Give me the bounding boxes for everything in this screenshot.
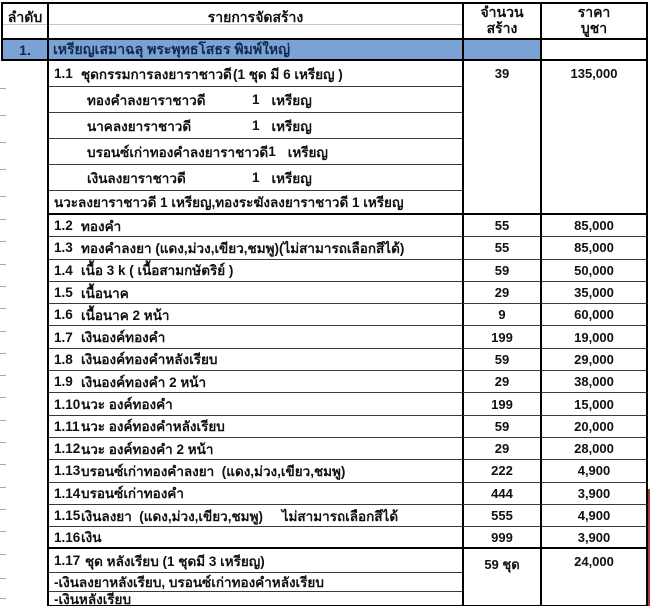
row-name: เงินลงยา (แดง,ม่วง,เขียว,ชมพู) ไม่สามารถเลือกสีได้ — [81, 508, 399, 524]
row-name: เงินองค์ทองคำ 2 หน้า — [81, 374, 207, 390]
section-qty-cell — [462, 40, 540, 61]
section-title: เหรียญเสมาฉลุ พระพุทธโสธร พิมพ์ใหญ่ — [47, 40, 462, 61]
gridline-tick — [0, 331, 6, 332]
set-item-unit: เหรียญ — [271, 92, 312, 108]
table-row — [1, 483, 648, 505]
set-item-row — [49, 87, 462, 113]
row-name: เนื้อนาค — [81, 285, 129, 301]
row-number: 1.10 — [54, 396, 81, 412]
gutter-cell — [1, 371, 47, 393]
gutter-cell — [1, 393, 47, 415]
gridline-tick — [0, 142, 6, 143]
set-item-qty: 1 — [252, 118, 260, 133]
gutter-cell — [1, 549, 47, 606]
set-item-unit: เหรียญ — [287, 144, 328, 160]
gutter-cell — [1, 237, 47, 259]
row-qty: 199 — [462, 393, 540, 415]
gutter-cell — [1, 282, 47, 304]
back-plain-set-price: 24,000 — [540, 549, 648, 606]
row-number: 1.1 — [54, 66, 73, 81]
gutter-cell — [1, 260, 47, 282]
gridline-tick — [0, 578, 6, 579]
header-col-item — [47, 2, 462, 40]
row-price: 35,000 — [540, 282, 648, 304]
header-col-qty — [462, 2, 540, 40]
back-plain-set-band — [1, 549, 648, 606]
gutter-cell — [1, 61, 47, 215]
row-price: 29,000 — [540, 349, 648, 371]
gutter-cell — [1, 349, 47, 371]
row-number: 1.17 — [54, 553, 81, 569]
committee-set-price: 135,000 — [540, 61, 648, 215]
set-item-row — [49, 139, 462, 165]
row-price: 50,000 — [540, 260, 648, 282]
set-item-row — [49, 165, 462, 191]
header-col-item-label: รายการจัดสร้าง — [207, 9, 304, 25]
gridline-tick — [0, 241, 6, 242]
row-item-cell — [47, 260, 462, 282]
row-detail: (1 ชุด มี 6 เหรียญ ) — [233, 66, 343, 82]
row-qty: 222 — [462, 460, 540, 482]
row-price: 85,000 — [540, 215, 648, 237]
back-plain-note-row: -เงินหลังเรียบ — [54, 591, 132, 606]
row-name: ชุดกรรมการลงยาราชาวดี — [81, 66, 232, 82]
row-number: 1.14 — [54, 485, 81, 501]
row-item-cell — [47, 393, 462, 415]
committee-set-items — [47, 61, 462, 215]
row-qty: 999 — [462, 527, 540, 549]
row-price: 4,900 — [540, 505, 648, 527]
row-name: นวะ องค์ทองคำหลังเรียบ — [81, 419, 225, 435]
row-item-cell — [47, 483, 462, 505]
set-item-qty: 1 — [268, 144, 276, 159]
gridline-tick — [0, 196, 6, 197]
row-price: 28,000 — [540, 438, 648, 460]
back-plain-set-items — [47, 549, 462, 606]
set-item-qty: 1 — [252, 170, 260, 185]
row-item-cell — [47, 304, 462, 326]
gridline-tick — [0, 464, 6, 465]
section-row — [1, 40, 648, 61]
gridline-tick — [0, 286, 6, 287]
row-item-cell — [47, 416, 462, 438]
row-price: 19,000 — [540, 326, 648, 348]
gridline-tick — [0, 420, 6, 421]
row-name: นวะ องค์ทองคำ 2 หน้า — [81, 441, 214, 457]
row-item-cell — [47, 349, 462, 371]
header-col-price — [540, 2, 648, 40]
table-row — [1, 505, 648, 527]
row-qty: 199 — [462, 326, 540, 348]
table-row — [1, 393, 648, 415]
set-item-name: ทองคำลงยาราชาวดี — [87, 92, 206, 108]
gridline-tick — [0, 375, 6, 376]
gutter-cell — [1, 460, 47, 482]
table-row — [1, 438, 648, 460]
row-number: 1.8 — [54, 351, 73, 367]
row-price: 60,000 — [540, 304, 648, 326]
row-number: 1.11 — [54, 418, 80, 434]
row-name: บรอนซ์เก่าทองคำ — [81, 486, 184, 502]
row-qty: 59 — [462, 349, 540, 371]
table-header — [1, 2, 648, 40]
row-name: เงินองค์ทองคำหลังเรียบ — [81, 352, 218, 368]
gutter-cell — [1, 215, 47, 237]
row-qty: 59 — [462, 416, 540, 438]
row-name: เงิน — [81, 530, 102, 546]
header-qty-line2: สร้าง — [486, 20, 518, 36]
gutter-cell — [1, 416, 47, 438]
gutter-cell — [1, 326, 47, 348]
gutter-cell — [1, 527, 47, 549]
committee-set-qty: 39 — [462, 61, 540, 215]
gridline-tick — [0, 353, 6, 354]
row-qty: 29 — [462, 438, 540, 460]
row-item-cell — [47, 438, 462, 460]
row-number: 1.16 — [54, 529, 81, 545]
row-number: 1.5 — [54, 285, 73, 301]
row-number: 1.12 — [54, 441, 81, 457]
table-row — [1, 416, 648, 438]
header-price-line2: บูชา — [580, 20, 608, 36]
set-item-qty: 1 — [252, 92, 260, 107]
row-item-cell — [47, 460, 462, 482]
gridline-tick — [0, 219, 6, 220]
gridline-tick — [0, 442, 6, 443]
committee-set-row — [49, 61, 462, 87]
row-qty: 29 — [462, 371, 540, 393]
row-price: 85,000 — [540, 237, 648, 259]
row-number: 1.3 — [54, 240, 73, 256]
table-row — [1, 260, 648, 282]
back-plain-set-qty: 59 ชุด — [462, 549, 540, 606]
gridline-tick — [0, 487, 6, 488]
row-number: 1.4 — [54, 262, 73, 278]
row-price: 3,900 — [540, 483, 648, 505]
gutter-cell — [1, 438, 47, 460]
set-note-row: นวะลงยาราชาวดี 1 เหรียญ,ทองระฆังลงยาราชาวดี 1 เหรียญ — [54, 195, 404, 210]
row-number: 1.6 — [54, 307, 73, 323]
row-qty: 55 — [462, 237, 540, 259]
row-qty: 9 — [462, 304, 540, 326]
table-row — [1, 304, 648, 326]
table-row — [1, 237, 648, 259]
set-item-name: เงินลงยาราชาวดี — [87, 170, 186, 186]
row-number: 1.13 — [54, 463, 81, 479]
header-price-line1: ราคา — [577, 4, 611, 20]
row-name: นวะ องค์ทองคำ — [81, 397, 173, 413]
row-item-cell — [47, 215, 462, 237]
gridline-tick — [0, 169, 6, 170]
header-qty-line1: จำนวน — [480, 4, 524, 20]
gutter-cell — [1, 304, 47, 326]
gutter-cell — [1, 483, 47, 505]
row-number: 1.9 — [54, 374, 73, 390]
rows-band — [1, 215, 648, 549]
gridline-tick — [0, 509, 6, 510]
section-price-cell — [540, 40, 648, 61]
gridline-tick — [0, 88, 6, 89]
row-qty: 444 — [462, 483, 540, 505]
row-qty: 55 — [462, 215, 540, 237]
row-item-cell — [47, 527, 462, 549]
row-number: 1.15 — [54, 508, 81, 523]
table-row — [1, 349, 648, 371]
set-item-name: บรอนซ์เก่าทองคำลงยาราชาวดี — [87, 144, 269, 160]
row-item-cell — [47, 237, 462, 259]
row-item-cell — [47, 371, 462, 393]
row-price: 20,000 — [540, 416, 648, 438]
gridline-tick — [0, 308, 6, 309]
row-number: 1.2 — [54, 218, 73, 234]
row-item-cell — [47, 505, 462, 527]
back-plain-set-row — [49, 549, 462, 573]
set-item-row — [49, 113, 462, 139]
row-name: ชุด หลังเรียบ (1 ชุดมี 3 เหรียญ) — [85, 553, 265, 569]
gridline-tick — [0, 554, 6, 555]
row-name: บรอนซ์เก่าทองคำลงยา (แดง,ม่วง,เขียว,ชมพู) — [81, 463, 346, 479]
row-number: 1.7 — [54, 329, 73, 345]
row-price: 38,000 — [540, 371, 648, 393]
row-price: 4,900 — [540, 460, 648, 482]
set-item-unit: เหรียญ — [271, 170, 312, 186]
row-qty: 59 — [462, 260, 540, 282]
gridline-tick — [0, 598, 6, 599]
header-col-no — [1, 2, 47, 40]
row-price: 3,900 — [540, 527, 648, 549]
table-row — [1, 371, 648, 393]
gridline-tick — [0, 115, 6, 116]
gridline-tick — [0, 397, 6, 398]
row-name: ทองคำลงยา (แดง,ม่วง,เขียว,ชมพู)(ไม่สามารถเลือกสีได้) — [81, 240, 405, 256]
row-qty: 555 — [462, 505, 540, 527]
table-row — [1, 326, 648, 348]
table-row — [1, 282, 648, 304]
header-col-no-label: ลำดับ — [7, 9, 43, 25]
table-row — [1, 527, 648, 549]
set-item-unit: เหรียญ — [271, 118, 312, 134]
row-qty: 29 — [462, 282, 540, 304]
table-row — [1, 460, 648, 482]
row-name: เงินองค์ทองคำ — [81, 330, 166, 346]
row-item-cell — [47, 282, 462, 304]
gridline-tick — [0, 264, 6, 265]
row-name: เนื้อนาค 2 หน้า — [81, 307, 170, 323]
row-name: เนื้อ 3 k ( เนื้อสามกษัตริย์ ) — [81, 263, 234, 279]
gutter-cell — [1, 505, 47, 527]
row-item-cell — [47, 326, 462, 348]
set-item-name: นาคลงยาราชาวดี — [87, 118, 192, 134]
gridline-tick — [0, 531, 6, 532]
committee-set-band — [1, 61, 648, 215]
row-name: ทองคำ — [81, 218, 122, 234]
row-price: 15,000 — [540, 393, 648, 415]
table-row — [1, 215, 648, 237]
back-plain-note-row: -เงินลงยาหลังเรียบ, บรอนซ์เก่าทองคำหลังเรียบ — [49, 573, 462, 592]
section-number: 1. — [1, 40, 47, 61]
amulet-price-table — [1, 2, 648, 606]
